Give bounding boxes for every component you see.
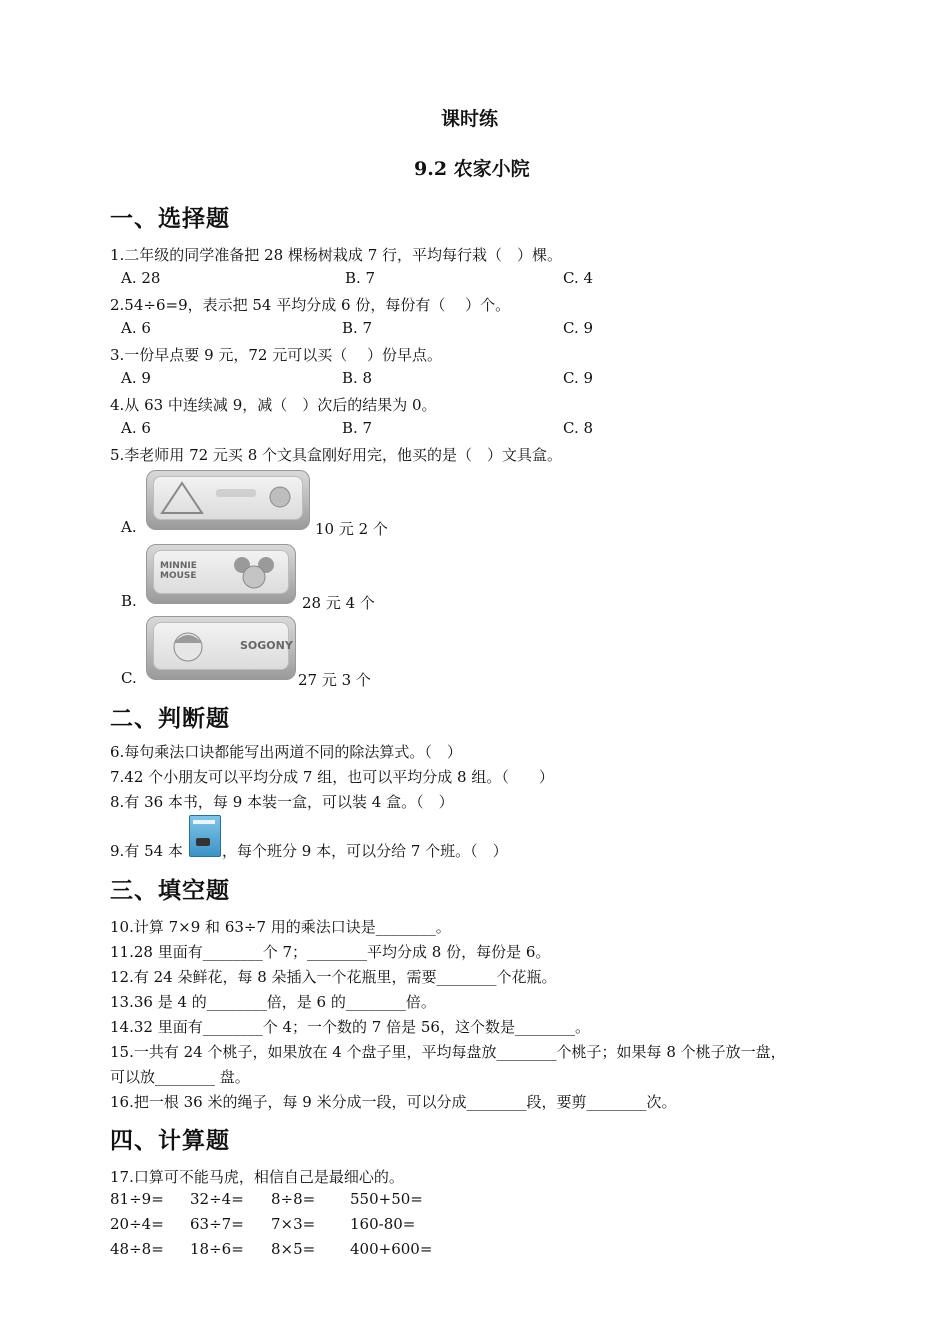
pencil-box-b-image — [146, 544, 296, 604]
question-14: 14.32 里面有________个 4；一个数的 7 倍是 56，这个数是________。 — [110, 1018, 590, 1036]
question-15-line-1: 15.一共有 24 个桃子，如果放在 4 个盘子里，平均每盘放________个桃子；如果每 8 个桃子放一盘， — [110, 1043, 786, 1061]
section-heading-choice: 一、选择题 — [110, 206, 230, 232]
q4-option-b: B. 7 — [342, 419, 373, 437]
calc-cell: 550+50= — [350, 1190, 423, 1208]
question-1: 1.二年级的同学准备把 28 棵杨树栽成 7 行，平均每行栽（ ）棵。 — [110, 246, 563, 264]
question-6: 6.每句乘法口诀都能写出两道不同的除法算式。（ ） — [110, 743, 462, 761]
question-2: 2.54÷6=9，表示把 54 平均分成 6 份，每份有（ ）个。 — [110, 296, 511, 314]
calc-cell: 63÷7= — [190, 1215, 244, 1233]
q2-option-a: A. 6 — [121, 319, 151, 337]
calc-cell: 18÷6= — [190, 1240, 244, 1258]
q5-option-c-letter: C. — [121, 669, 137, 687]
question-11: 11.28 里面有________个 7；________平均分成 8 份，每份是 6。 — [110, 943, 551, 961]
section-heading-fill: 三、填空题 — [110, 878, 230, 904]
question-13: 13.36 是 4 的________倍，是 6 的________倍。 — [110, 993, 436, 1011]
calc-cell: 32÷4= — [190, 1190, 244, 1208]
q1-option-b: B. 7 — [345, 269, 376, 287]
q2-option-b: B. 7 — [342, 319, 373, 337]
question-16: 16.把一根 36 米的绳子，每 9 米分成一段，可以分成________段，要剪________次。 — [110, 1093, 677, 1111]
question-12: 12.有 24 朵鲜花，每 8 朵插入一个花瓶里，需要________个花瓶。 — [110, 968, 557, 986]
q2-option-c: C. 9 — [563, 319, 594, 337]
section-heading-judge: 二、判断题 — [110, 706, 230, 732]
question-4: 4.从 63 中连续减 9，减（ ）次后的结果为 0。 — [110, 396, 437, 414]
q1-option-c: C. 4 — [563, 269, 594, 287]
q5-option-c-price: 27 元 3 个 — [298, 671, 371, 689]
pencil-box-c-label: SOGONY — [240, 639, 293, 652]
q4-option-c: C. 8 — [563, 419, 594, 437]
pencil-box-b-label: MINNIE MOUSE — [160, 561, 197, 581]
worksheet-title: 课时练 — [441, 108, 499, 130]
q5-option-a-letter: A. — [121, 518, 137, 536]
question-17: 17.口算可不能马虎，相信自己是最细心的。 — [110, 1168, 404, 1186]
q3-option-b: B. 8 — [342, 369, 373, 387]
book-icon — [189, 815, 221, 857]
calc-cell: 20÷4= — [110, 1215, 164, 1233]
question-3: 3.一份早点要 9 元，72 元可以买（ ）份早点。 — [110, 346, 443, 364]
question-9-before: 9.有 54 本 — [110, 842, 183, 860]
calc-cell: 48÷8= — [110, 1240, 164, 1258]
calc-cell: 160-80= — [350, 1215, 416, 1233]
question-7: 7.42 个小朋友可以平均分成 7 组，也可以平均分成 8 组。（ ） — [110, 768, 554, 786]
calc-cell: 7×3= — [271, 1215, 316, 1233]
q3-option-c: C. 9 — [563, 369, 594, 387]
q4-option-a: A. 6 — [121, 419, 151, 437]
calc-cell: 400+600= — [350, 1240, 433, 1258]
question-5: 5.李老师用 72 元买 8 个文具盒刚好用完，他买的是（ ）文具盒。 — [110, 446, 563, 464]
question-15-line-2: 可以放________ 盘。 — [110, 1068, 250, 1086]
pencil-box-c-image — [146, 616, 296, 680]
question-10: 10.计算 7×9 和 63÷7 用的乘法口诀是________。 — [110, 918, 451, 936]
pencil-box-a-image — [146, 470, 310, 530]
angry-bird-decoration — [154, 477, 302, 519]
q1-option-a: A. 28 — [121, 269, 161, 287]
q5-option-b-price: 28 元 4 个 — [302, 594, 375, 612]
lesson-subtitle: 9.2 农家小院 — [414, 158, 530, 180]
question-8: 8.有 36 本书，每 9 本装一盒，可以装 4 盒。（ ） — [110, 793, 454, 811]
calc-cell: 81÷9= — [110, 1190, 164, 1208]
question-9-after: ，每个班分 9 本，可以分给 7 个班。（ ） — [222, 842, 508, 860]
section-heading-calc: 四、计算题 — [110, 1128, 230, 1154]
minnie-decoration — [154, 551, 288, 593]
q5-option-b-letter: B. — [121, 592, 137, 610]
q3-option-a: A. 9 — [121, 369, 151, 387]
q5-option-a-price: 10 元 2 个 — [315, 520, 388, 538]
calc-cell: 8÷8= — [271, 1190, 316, 1208]
calc-cell: 8×5= — [271, 1240, 316, 1258]
